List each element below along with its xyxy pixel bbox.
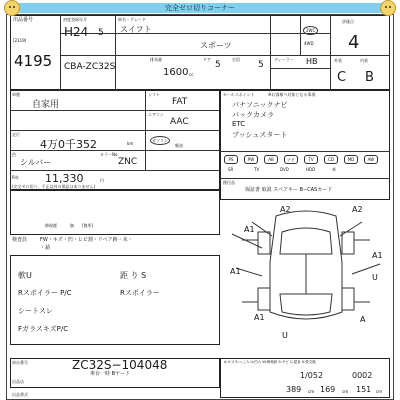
- price-value: 11,330: [45, 172, 84, 185]
- inspection-label: 検査員: [12, 237, 28, 243]
- price-unit: 円: [100, 178, 104, 183]
- damage-mark: A2: [280, 205, 291, 214]
- wd4-label: 4WD: [304, 41, 314, 46]
- equipment-label: HDD: [306, 167, 316, 172]
- model-value: スイフト: [120, 25, 152, 34]
- shift-label: シフト: [148, 92, 160, 97]
- equipment-badge: MD: [344, 155, 358, 164]
- note-small: (完全ゼロ切り、不正以外の保証はありません): [12, 184, 96, 189]
- repair-place: [箇所]: [82, 223, 94, 228]
- repair-value: 無: [70, 223, 74, 228]
- shift-value: FAT: [172, 97, 188, 107]
- length-value: 389: [286, 385, 302, 394]
- equipment-label: DVD: [280, 167, 289, 172]
- capacity-label: 定員: [232, 57, 240, 62]
- damage-mark: A: [360, 315, 366, 324]
- unit-label: cm: [342, 389, 349, 394]
- comment-line: Rスポイラー: [120, 289, 160, 297]
- cc-unit: cc: [189, 72, 194, 77]
- inspection-row2: ・錆: [40, 245, 51, 251]
- equipment-badge: PW: [244, 155, 258, 164]
- ac-value: AAC: [170, 117, 189, 127]
- light-option: 軽油: [175, 143, 183, 148]
- capacity-value: 5: [258, 60, 264, 70]
- code-value: ZNC: [118, 157, 138, 167]
- regist-value: 自家用: [32, 100, 60, 110]
- equipment-badge: CD: [324, 155, 338, 164]
- dealer-label: ディーラー: [274, 57, 294, 62]
- sales-item: バックカメラ: [232, 111, 274, 119]
- backseat-label: 後付品: [223, 180, 235, 185]
- mascot-icon-right: [380, 0, 396, 16]
- equipment-badge: PS: [224, 155, 238, 164]
- damage-mark: A2: [352, 205, 363, 214]
- mileage-label: 走行: [12, 132, 20, 137]
- equipment-label: 革: [332, 167, 336, 172]
- mileage-unit: km: [127, 141, 134, 146]
- damage-mark: U: [372, 273, 378, 282]
- damage-mark: A1: [244, 225, 255, 234]
- equipment-badge: AW: [364, 155, 378, 164]
- lot-small: [2119]: [13, 38, 27, 43]
- wd2-label: 2WC: [303, 26, 318, 35]
- comment-line: 軟U: [18, 271, 32, 280]
- code-label: カラーNo.: [100, 152, 119, 157]
- equipment-label: SR: [228, 167, 234, 172]
- hatch-value: HB: [306, 57, 318, 66]
- fuel-option: ガソリン: [152, 138, 168, 143]
- chassis-label: 車台番号: [12, 360, 28, 365]
- lane-value: 1/052: [300, 371, 324, 380]
- grade-value: スポーツ: [200, 41, 232, 50]
- ac-label: エアコン: [148, 112, 164, 117]
- comment-line: シートスレ: [18, 307, 53, 315]
- chassis-note: 車台一時 Bヤード: [90, 371, 131, 377]
- comment-line: FガラスキズP/C: [18, 325, 69, 333]
- banner-title: 完全ゼロ切りコーナー: [165, 4, 235, 12]
- score-label: 評価点: [342, 19, 354, 24]
- price-label: R券: [12, 175, 19, 180]
- equipment-label: TV: [254, 167, 260, 172]
- displacement-value: 1600: [163, 67, 189, 78]
- regist-label: 車歴: [12, 92, 20, 97]
- comment-line: 距 り S: [120, 271, 147, 280]
- chassis-value: ZC32S−104048: [72, 358, 168, 372]
- equipment-badge: AB: [264, 155, 278, 164]
- sales-item: プッシュスタート: [232, 131, 288, 139]
- car-diagram: [222, 202, 390, 352]
- lot-label: 出品番号: [13, 17, 34, 23]
- int-label: 内装: [360, 58, 368, 63]
- sales-item: パナソニックナビ: [232, 101, 288, 109]
- comment-line: Rスポイラー P/C: [18, 289, 72, 297]
- color-label: 色: [12, 152, 16, 157]
- backseat-items: 保証書 取説 スペアキー B−CASカード: [245, 187, 333, 193]
- type-code: CBA-ZC32S: [64, 62, 116, 72]
- row-label: 出品書式: [12, 392, 28, 397]
- ext-grade: C: [337, 70, 347, 85]
- month-value: 5: [98, 28, 104, 38]
- height-value: 151: [356, 385, 372, 394]
- color-value: シルバー: [20, 158, 52, 167]
- unit-label: cm: [376, 389, 383, 394]
- doors-label: ドア: [203, 57, 211, 62]
- mascot-icon-left: [4, 0, 20, 16]
- inspection-row: FW・キズ・凹・ヒビ割・リペア跡・未・: [40, 237, 133, 243]
- equipment-badge: TV: [304, 155, 318, 164]
- lane-label: 出品店: [12, 379, 24, 384]
- damage-mark: U: [282, 331, 288, 340]
- ext-label: 外装: [334, 58, 342, 63]
- year-value: H24: [64, 25, 89, 39]
- model-label: 車名・グレード: [118, 17, 146, 22]
- repair-block: [10, 190, 220, 235]
- mileage-value: 4万0千352: [40, 138, 97, 151]
- sales-item: ETC: [232, 120, 246, 128]
- lot-number: 4195: [14, 52, 53, 70]
- sales-label: セールスポイント: [223, 92, 255, 97]
- damage-mark: A1: [254, 313, 265, 322]
- doors-value: 5: [215, 60, 221, 70]
- width-value: 169: [320, 385, 336, 394]
- int-grade: B: [365, 70, 374, 85]
- displacement-label: 排気量: [150, 57, 162, 62]
- damage-mark: A1: [230, 267, 241, 276]
- score-value: 4: [348, 32, 360, 53]
- equipment-badge: ナビ: [284, 155, 298, 164]
- repair-label: 修復歴: [45, 223, 57, 228]
- row-value: 0002: [352, 371, 373, 380]
- year-label: 初度登録年月: [63, 17, 87, 22]
- legend-row: A:キズ E:へこみ U:凹み W:修理跡 S:サビ C:腐食 X:要交換: [224, 360, 316, 364]
- damage-mark: A1: [372, 251, 383, 260]
- sales-note: ※お客様へ対象となる事項: [268, 92, 316, 97]
- unit-label: cm: [308, 389, 315, 394]
